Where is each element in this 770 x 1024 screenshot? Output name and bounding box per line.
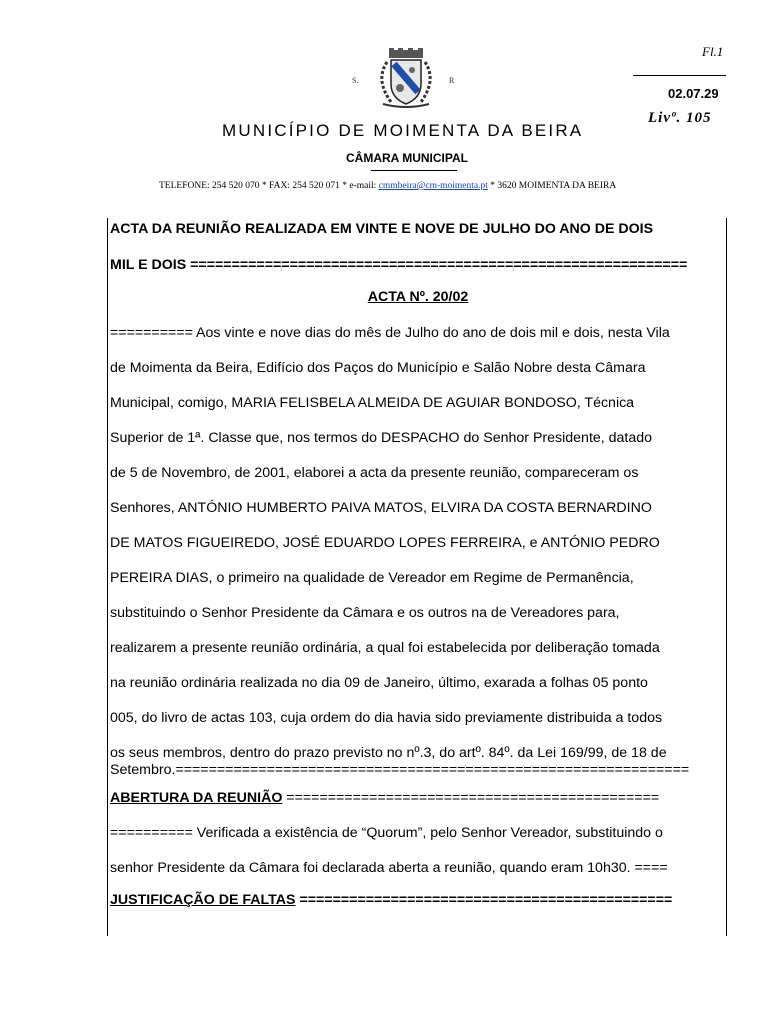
minutes-title-text-2: MIL E DOIS ============================================================ — [110, 257, 688, 273]
minutes-body-line — [110, 393, 726, 413]
minutes-body-text: substituindo o Senhor Presidente da Câmara e os outros na de Vereadores para, — [110, 605, 620, 621]
municipal-crest — [345, 48, 465, 110]
abertura-text-1: ========== Verificada a existência de “Quorum”, pelo Senhor Vereador, substituindo o — [110, 825, 663, 841]
acta-number-text: ACTA Nº. 20/02 — [367, 289, 469, 305]
minutes-body-line — [110, 428, 726, 448]
acta-number — [110, 287, 726, 307]
minutes-body-line — [110, 603, 726, 623]
minutes-body-text: Superior de 1ª. Classe que, nos termos do DESPACHO do Senhor Presidente, datado — [110, 430, 653, 446]
minutes-body-line — [110, 463, 726, 483]
folio-rule — [633, 75, 726, 76]
minutes-body-line — [110, 638, 726, 658]
abertura-line-1 — [110, 823, 726, 843]
minutes-body-text: PEREIRA DIAS, o primeiro na qualidade de Vereador em Regime de Permanência, — [110, 570, 634, 586]
minutes-body-text: de Moimenta da Beira, Edifício dos Paços do Município e Salão Nobre desta Câmara — [110, 360, 646, 376]
minutes-body-text: os seus membros, dentro do prazo previsto no nº.3, do artº. 84º. da Lei 169/99, de 18 de — [110, 745, 667, 761]
abertura-fill: ============================================= — [282, 790, 660, 806]
crest-right-letter: R — [449, 76, 455, 85]
minutes-title-line-1 — [110, 219, 726, 239]
folio-number: Fl.1 — [702, 44, 724, 59]
justificacao-fill: ============================================= — [295, 892, 673, 908]
justificacao-heading-line — [110, 890, 726, 910]
council-title-rule — [371, 170, 457, 171]
minutes-body-line — [110, 498, 726, 518]
minutes-title-text: ACTA DA REUNIÃO REALIZADA EM VINTE E NOVE DE JULHO DO ANO DE DOIS — [110, 221, 654, 237]
justificacao-heading: JUSTIFICAÇÃO DE FALTAS — [110, 892, 296, 908]
abertura-heading: ABERTURA DA REUNIÃO — [110, 790, 283, 806]
municipality-title: MUNICÍPIO DE MOIMENTA DA BEIRA — [222, 121, 584, 140]
minutes-body-line — [110, 760, 726, 780]
abertura-heading-line — [110, 788, 726, 808]
minutes-body-text: Setembro.============================================================== — [110, 762, 690, 778]
minutes-body-line — [110, 358, 726, 378]
minutes-body-line — [110, 673, 726, 693]
minutes-body-text: na reunião ordinária realizada no dia 09 de Janeiro, último, exarada a folhas 05 ponto — [110, 675, 648, 691]
contact-phone-fax: TELEFONE: 254 520 070 * FAX: 254 520 071 * e-mail: — [159, 181, 379, 191]
crest-left-letter: S. — [352, 76, 359, 85]
minutes-body-text: DE MATOS FIGUEIREDO, JOSÉ EDUARDO LOPES FERREIRA, e ANTÓNIO PEDRO — [110, 535, 660, 551]
minutes-title-line-2 — [110, 255, 726, 275]
minutes-body-line — [110, 533, 726, 553]
minutes-body-text: 005, do livro de actas 103, cuja ordem do dia havia sido previamente distribuida a todos — [110, 710, 663, 726]
council-title: CÂMARA MUNICIPAL — [346, 151, 468, 165]
minutes-body-text: de 5 de Novembro, de 2001, elaborei a acta da presente reunião, compareceram os — [110, 465, 639, 481]
coat-of-arms-icon — [369, 48, 443, 110]
minutes-body-line — [110, 708, 726, 728]
contact-line — [159, 181, 616, 191]
abertura-text-2: senhor Presidente da Câmara foi declarada aberta a reunião, quando eram 10h30. ==== — [110, 860, 668, 876]
book-number: Livº. 105 — [648, 110, 712, 126]
minutes-body-line — [110, 323, 726, 343]
contact-address: * 3620 MOIMENTA DA BEIRA — [487, 181, 617, 191]
minutes-body-text: Municipal, comigo, MARIA FELISBELA ALMEIDA DE AGUIAR BONDOSO, Técnica — [110, 395, 635, 411]
abertura-line-2 — [110, 858, 726, 878]
minutes-body-text: Senhores, ANTÓNIO HUMBERTO PAIVA MATOS, ELVIRA DA COSTA BERNARDINO — [110, 500, 652, 516]
document-date: 02.07.29 — [668, 86, 719, 101]
minutes-body-text: realizarem a presente reunião ordinária, a qual foi estabelecida por deliberação tomada — [110, 640, 660, 656]
minutes-body-line — [110, 568, 726, 588]
email-link[interactable]: cmmbeira@cm-moimenta.pt — [378, 181, 488, 191]
minutes-body-text: ========== Aos vinte e nove dias do mês de Julho do ano de dois mil e dois, nesta Vila — [110, 325, 670, 341]
